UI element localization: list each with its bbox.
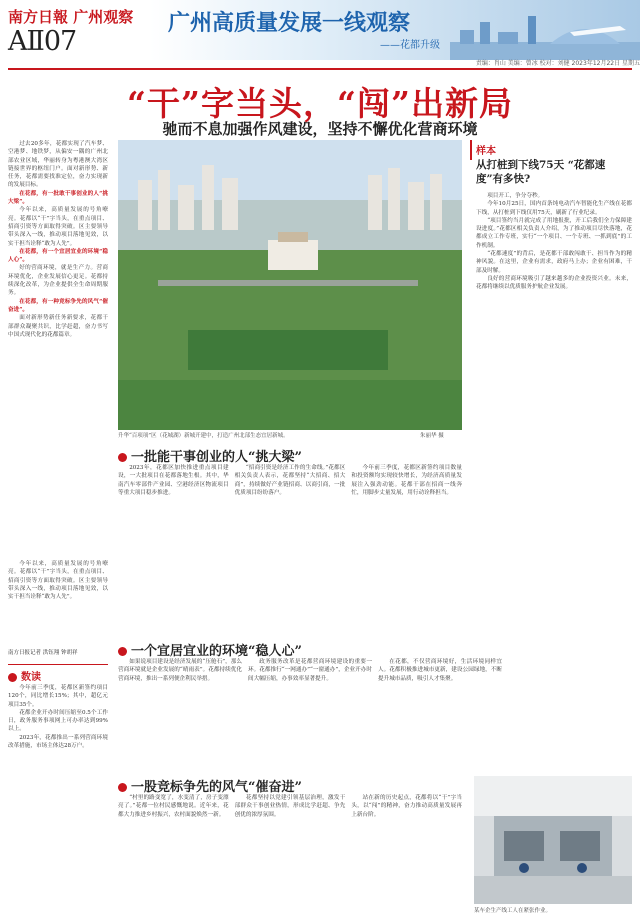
intro-column	[8, 140, 108, 558]
sidebar-title: 从打桩到下线75天 “花都速度”有多快?	[476, 159, 606, 185]
bullet-dot-icon	[118, 647, 127, 656]
section2-title: 一个宜居宜业的环境“稳人心”	[118, 640, 302, 659]
factory-photo-caption: 某车企生产线工人在紧张作业。	[474, 908, 552, 914]
intro-paragraph: 面对新形势新任务新要求，花都干部群众凝聚共识，比学赶超，奋力书写中国式现代化的花都篇章。	[8, 315, 108, 338]
photo-credit: 朱丽华 摄	[420, 433, 444, 439]
intro-paragraph: 过去20多年，花都实现了汽车梦、空港梦、地铁梦，从偏安一隅的广州北部农业区域，华丽转身为粤港澳大湾区链接世界的枢纽门户。面对新形势、新任务，花都需要找准定位，奋力实现新的发展目标。	[8, 141, 108, 189]
data-box-body: 今年前三季度，花都区新签约项目120个，同比增长15%；其中，超亿元项目35个。 花都企业开办时间压缩至0.5个工作日，政务服务事项网上可办率达到99%以上。 2023年，花都推出一系列营商环境改革措施，市场主体达28万户。	[8, 685, 108, 750]
skyline-illustration	[450, 12, 640, 60]
dateline: 责编：肖山 美编：曾冰 校对：刘健 2023年12月22日 星期五	[475, 60, 640, 67]
bullet-dot-icon	[8, 673, 17, 682]
page-number: AⅡ07	[8, 26, 77, 57]
intro-continued: 今年以来，高质量发展的号角嘹亮。花都以“干”字当头，在重点项目、招商引资等方面取得突破。区主要领导带头深入一线，推动项目落地见效，以实干担当诠释“敢为人先”。	[8, 561, 108, 601]
main-photo	[118, 140, 462, 430]
sidebar-body: 项目开工，争分夺秒。 今年10月25日，国内首条纯电动汽车智能化生产线在花都下线，从打桩到下线仅用75天，刷新了行业纪录。 “项目签约当月就完成了用地报批，开工后我们全力保障建设进度。”花都区相关负责人介绍，为了推动项目尽快落地，花都成立工作专班，实行“一个项目、一个专班、一抓到底”的工作机制。 “花都速度”的背后，是花都干部敢闯敢干、担当作为的精神风貌。在这里，企业有需求，政府马上办；企业有困难，干部及时解。 良好的营商环境吸引了越来越多的企业投资兴业。未来，花都将继续以优质服务护航企业发展。	[476, 193, 632, 291]
intro-paragraph: 在花都，有一种竞标争先的风气“催奋进”。	[8, 298, 108, 313]
data-box-title: 数读	[8, 668, 41, 683]
section-subtitle: ——花都升级	[380, 40, 440, 51]
intro-paragraph: 在花都，有一个宜居宜业的环境“稳人心”。	[8, 248, 108, 264]
byline: 南方日报记者 洪钰翔 钟胡祥	[8, 650, 78, 656]
section1-body: 2023年，花都区加快推进重点项目建设，一大批项目在花都落地生根。其中，华南汽车零部件产业园、空港经济区物流项目等重大项目稳步推进。 “招商引资是经济工作的生命线。”花都区相关负责人表示，花都坚持“大招商、招大商”，持续做好产业链招商、以商引商，一批优质项目纷纷落户。 今年前三季度，花都区新签约项目数量和投资额均实现较快增长，为经济高质量发展注入强劲动能。花都干部在招商一线奔忙，用脚步丈量发展，用行动诠释担当。	[118, 465, 462, 496]
masthead-divider	[8, 68, 632, 70]
intro-paragraph: 今年以来，高质量发展的号角嘹亮。花都以“干”字当头，在重点项目、招商引资等方面取得突破。区主要领导带头深入一线，推动项目落地见效，以实干担当诠释“敢为人先”。	[8, 207, 108, 247]
factory-line-photo	[474, 776, 632, 904]
bullet-dot-icon	[118, 783, 127, 792]
box-divider	[8, 664, 108, 665]
intro-paragraph: 在花都，有一批敢干事创业的人“挑大梁”。	[8, 190, 108, 206]
section3-body: “村里的路变宽了，水变清了，房子变漂亮了。”花都一位村民感慨地说。近年来，花都大力推进乡村振兴，农村面貌焕然一新。 花都坚持以党建引领基层治理，激发干部群众干事创业热情，形成比学赶超、争先创优的浓厚氛围。 站在新的历史起点，花都将以“干”字当头，以“闯”的精神，奋力推动高质量发展再上新台阶。	[118, 795, 462, 818]
subhead: 驰而不息加强作风建设，坚持不懈优化营商环境	[162, 120, 478, 138]
sidebar-label: 样本	[476, 146, 496, 157]
section1-title: 一批能干事创业的人“挑大梁”	[118, 446, 302, 465]
section-banner	[150, 0, 640, 60]
photo-caption: 升华“百项项”区（花城湖）新城开建中，打造广州北部生态宜居新城。	[118, 433, 289, 439]
city-aerial-photo	[118, 140, 462, 430]
intro-paragraph: 好的营商环境，就是生产力。营商环境优化，企业发展信心更足。花都持续深化改革，为企业提供全生命周期服务。	[8, 265, 108, 297]
sidebar-marker	[470, 140, 472, 160]
section2-body: 如果说项目建设是经济发展的“压舱石”，那么营商环境就是企业发展的“晴雨表”。花都持续优化营商环境，推出一系列便企利民举措。 政务服务改革是花都营商环境建设的重要一环。花都推行“一网通办”“一窗通办”，企业开办时间大幅压缩，办事效率显著提升。 在花都，不仅营商环境好，生活环境同样宜人。花都积极推进城市更新，建设公园绿地，不断提升城市品质，吸引人才集聚。	[118, 659, 502, 682]
masthead	[0, 0, 640, 66]
section-title: 广州高质量发展一线观察	[168, 11, 411, 36]
section3-title: 一股竞标争先的风气“催奋进”	[118, 776, 302, 795]
bullet-dot-icon	[118, 453, 127, 462]
headline: “干”字当头，“闯”出新局	[127, 84, 513, 123]
factory-photo	[474, 776, 632, 904]
newspaper-brand: 南方日報 广州观察	[8, 8, 134, 26]
